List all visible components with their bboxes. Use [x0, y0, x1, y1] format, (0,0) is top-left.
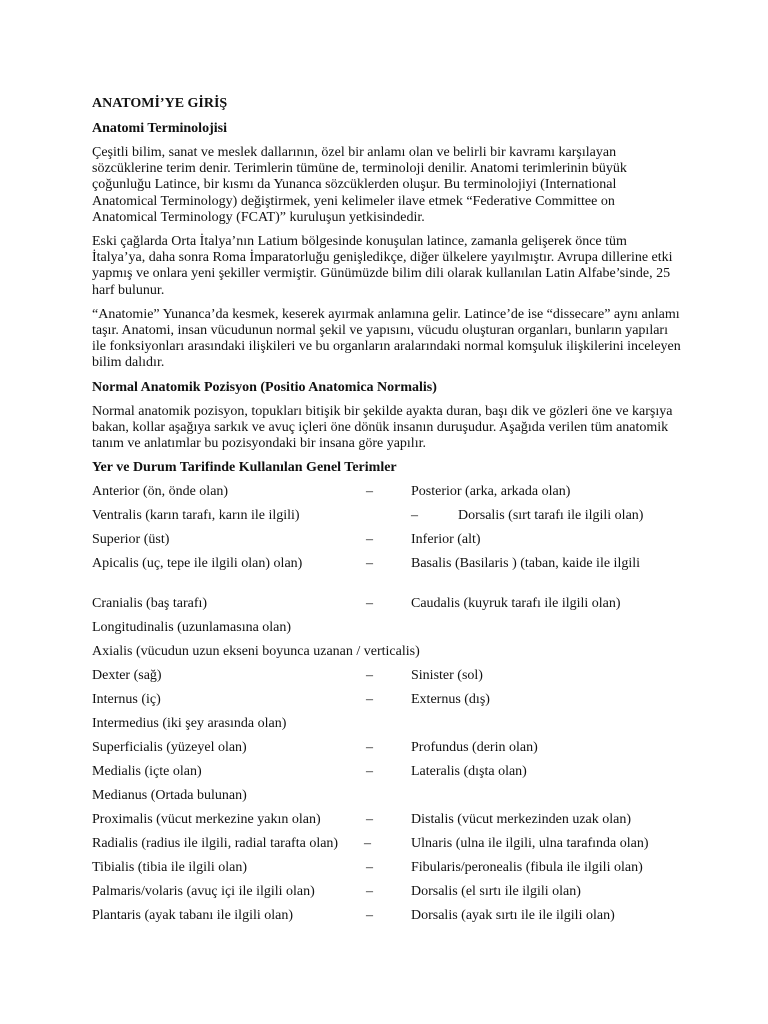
- term-dash: –: [366, 668, 373, 684]
- term-row: [92, 812, 682, 828]
- term-dash: –: [366, 764, 373, 780]
- term-dash: –: [366, 484, 373, 500]
- term-dash: –: [366, 692, 373, 708]
- document-content: [92, 96, 682, 932]
- term-row: [92, 788, 682, 804]
- term-row: [92, 764, 682, 780]
- term-row: [92, 596, 682, 612]
- section-heading-terminology: Anatomi Terminolojisi: [92, 121, 227, 136]
- term-left: Cranialis (baş tarafı): [92, 596, 208, 612]
- term-right: Dorsalis (el sırtı ile ilgili olan): [411, 884, 581, 900]
- term-row: [92, 740, 682, 756]
- term-right: Sinister (sol): [411, 668, 483, 684]
- term-left: Palmaris/volaris (avuç içi ile ilgili olan): [92, 884, 315, 900]
- term-left: Dexter (sağ): [92, 668, 162, 684]
- term-row: [92, 692, 682, 708]
- term-row: [92, 644, 682, 660]
- paragraph-anatomical-position: Normal anatomik pozisyon, topukları bitişik bir şekilde ayakta duran, başı dik ve gözleri öne ve karşıya bakan, kollar aşağıya sarkık ve avuç içleri öne dönük insanın duruşudur. Aşağıda verilen tüm anatomik tanım ve anlatımlar bu pozisyondaki bir insana göre yapılır.: [92, 403, 673, 452]
- term-left: Apicalis (uç, tepe ile ilgili olan) olan): [92, 556, 303, 572]
- term-left: Tibialis (tibia ile ilgili olan): [92, 860, 248, 876]
- document-title: ANATOMİ’YE GİRİŞ: [92, 96, 228, 111]
- term-right: Posterior (arka, arkada olan): [411, 484, 571, 500]
- term-left: Anterior (ön, önde olan): [92, 484, 229, 500]
- term-right: Basalis (Basilaris ) (taban, kaide ile ilgili: [411, 556, 640, 572]
- term-row: [92, 556, 682, 588]
- term-dash: –: [411, 508, 418, 524]
- term-right: Externus (dış): [411, 692, 490, 708]
- term-left: Intermedius (iki şey arasında olan): [92, 716, 287, 732]
- term-right: Inferior (alt): [411, 532, 481, 548]
- term-left: Proximalis (vücut merkezine yakın olan): [92, 812, 321, 828]
- term-left: Internus (iç): [92, 692, 161, 708]
- term-left: Medialis (içte olan): [92, 764, 202, 780]
- term-right: Lateralis (dışta olan): [411, 764, 527, 780]
- paragraph-latin-history: Eski çağlarda Orta İtalya’nın Latium bölgesinde konuşulan latince, zamanla gelişerek önce tüm İtalya’ya, daha sonra Roma İmparatorluğu genişledikçe, diğer ülkelere yayılmıştır. Avrupa dillerine etki yapmış ve onlara yeni şekiller vermiştir. Günümüzde bilim dili olarak kullanılan Latin Alfabe’sinde, 25 harf bulunur.: [92, 234, 673, 298]
- term-dash: –: [366, 884, 373, 900]
- term-right: Fibularis/peronealis (fibula ile ilgili olan): [411, 860, 643, 876]
- term-row: [92, 668, 682, 684]
- term-left: Plantaris (ayak tabanı ile ilgili olan): [92, 908, 293, 924]
- term-right: Distalis (vücut merkezinden uzak olan): [411, 812, 632, 828]
- term-dash: –: [366, 860, 373, 876]
- term-left: Radialis (radius ile ilgili, radial tarafta olan): [92, 836, 339, 852]
- term-dash: –: [366, 556, 373, 572]
- term-left: Superior (üst): [92, 532, 170, 548]
- term-right: Dorsalis (ayak sırtı ile ile ilgili olan): [411, 908, 615, 924]
- term-right: Dorsalis (sırt tarafı ile ilgili olan): [458, 508, 644, 524]
- term-row: [92, 884, 682, 900]
- term-dash: –: [364, 836, 371, 852]
- term-right: Ulnaris (ulna ile ilgili, ulna tarafında olan): [411, 836, 649, 852]
- term-row: [92, 716, 682, 732]
- term-row: [92, 532, 682, 548]
- term-dash: –: [366, 596, 373, 612]
- term-left: Medianus (Ortada bulunan): [92, 788, 247, 804]
- term-left: Ventralis (karın tarafı, karın ile ilgili): [92, 508, 300, 524]
- term-left: Longitudinalis (uzunlamasına olan): [92, 620, 292, 636]
- section-heading-anatomical-position: Normal Anatomik Pozisyon (Positio Anatomica Normalis): [92, 379, 437, 395]
- term-row: [92, 836, 682, 852]
- term-dash: –: [366, 908, 373, 924]
- term-left: Superficialis (yüzeyel olan): [92, 740, 247, 756]
- term-right: Profundus (derin olan): [411, 740, 538, 756]
- terms-list: [92, 484, 682, 924]
- section-heading-general-terms: Yer ve Durum Tarifinde Kullanılan Genel Terimler: [92, 460, 397, 476]
- term-row: [92, 508, 682, 524]
- term-row: [92, 484, 682, 500]
- term-dash: –: [366, 532, 373, 548]
- term-dash: –: [366, 740, 373, 756]
- term-dash: –: [366, 812, 373, 828]
- term-row: [92, 620, 682, 636]
- term-left: Axialis (vücudun uzun ekseni boyunca uzanan / verticalis): [92, 644, 420, 660]
- paragraph-terminology-definition: Çeşitli bilim, sanat ve meslek dallarının, özel bir anlamı olan ve belirli bir kavramı karşılayan sözcüklerine terim denir. Terimlerin tümüne de, terminoloji denilir. Anatomi terimlerinin büyük çoğunluğu Latince, bir kısmı da Yunanca sözcüklerden oluşur. Bu terminolojiyi (International Anatomical Terminology) değiştirmek, yeni kelimeler ilave etmek “Federative Committee on Anatomical Terminology (FCAT)” kuruluşun yetkisindedir.: [92, 145, 627, 225]
- term-right: Caudalis (kuyruk tarafı ile ilgili olan): [411, 596, 621, 612]
- term-row: [92, 908, 682, 924]
- term-row: [92, 860, 682, 876]
- paragraph-anatomie-definition: “Anatomie” Yunanca’da kesmek, keserek ayırmak anlamına gelir. Latince’de ise “dissecare” aynı anlamı taşır. Anatomi, insan vücudunun normal şekil ve yapısını, vücudu oluşturan organları, bunların yapıları ile fonksiyonları arasındaki ilişkileri ve bu organların aralarındaki normal komşuluk ilişkilerini inceleyen bilim dalıdır.: [92, 306, 681, 371]
